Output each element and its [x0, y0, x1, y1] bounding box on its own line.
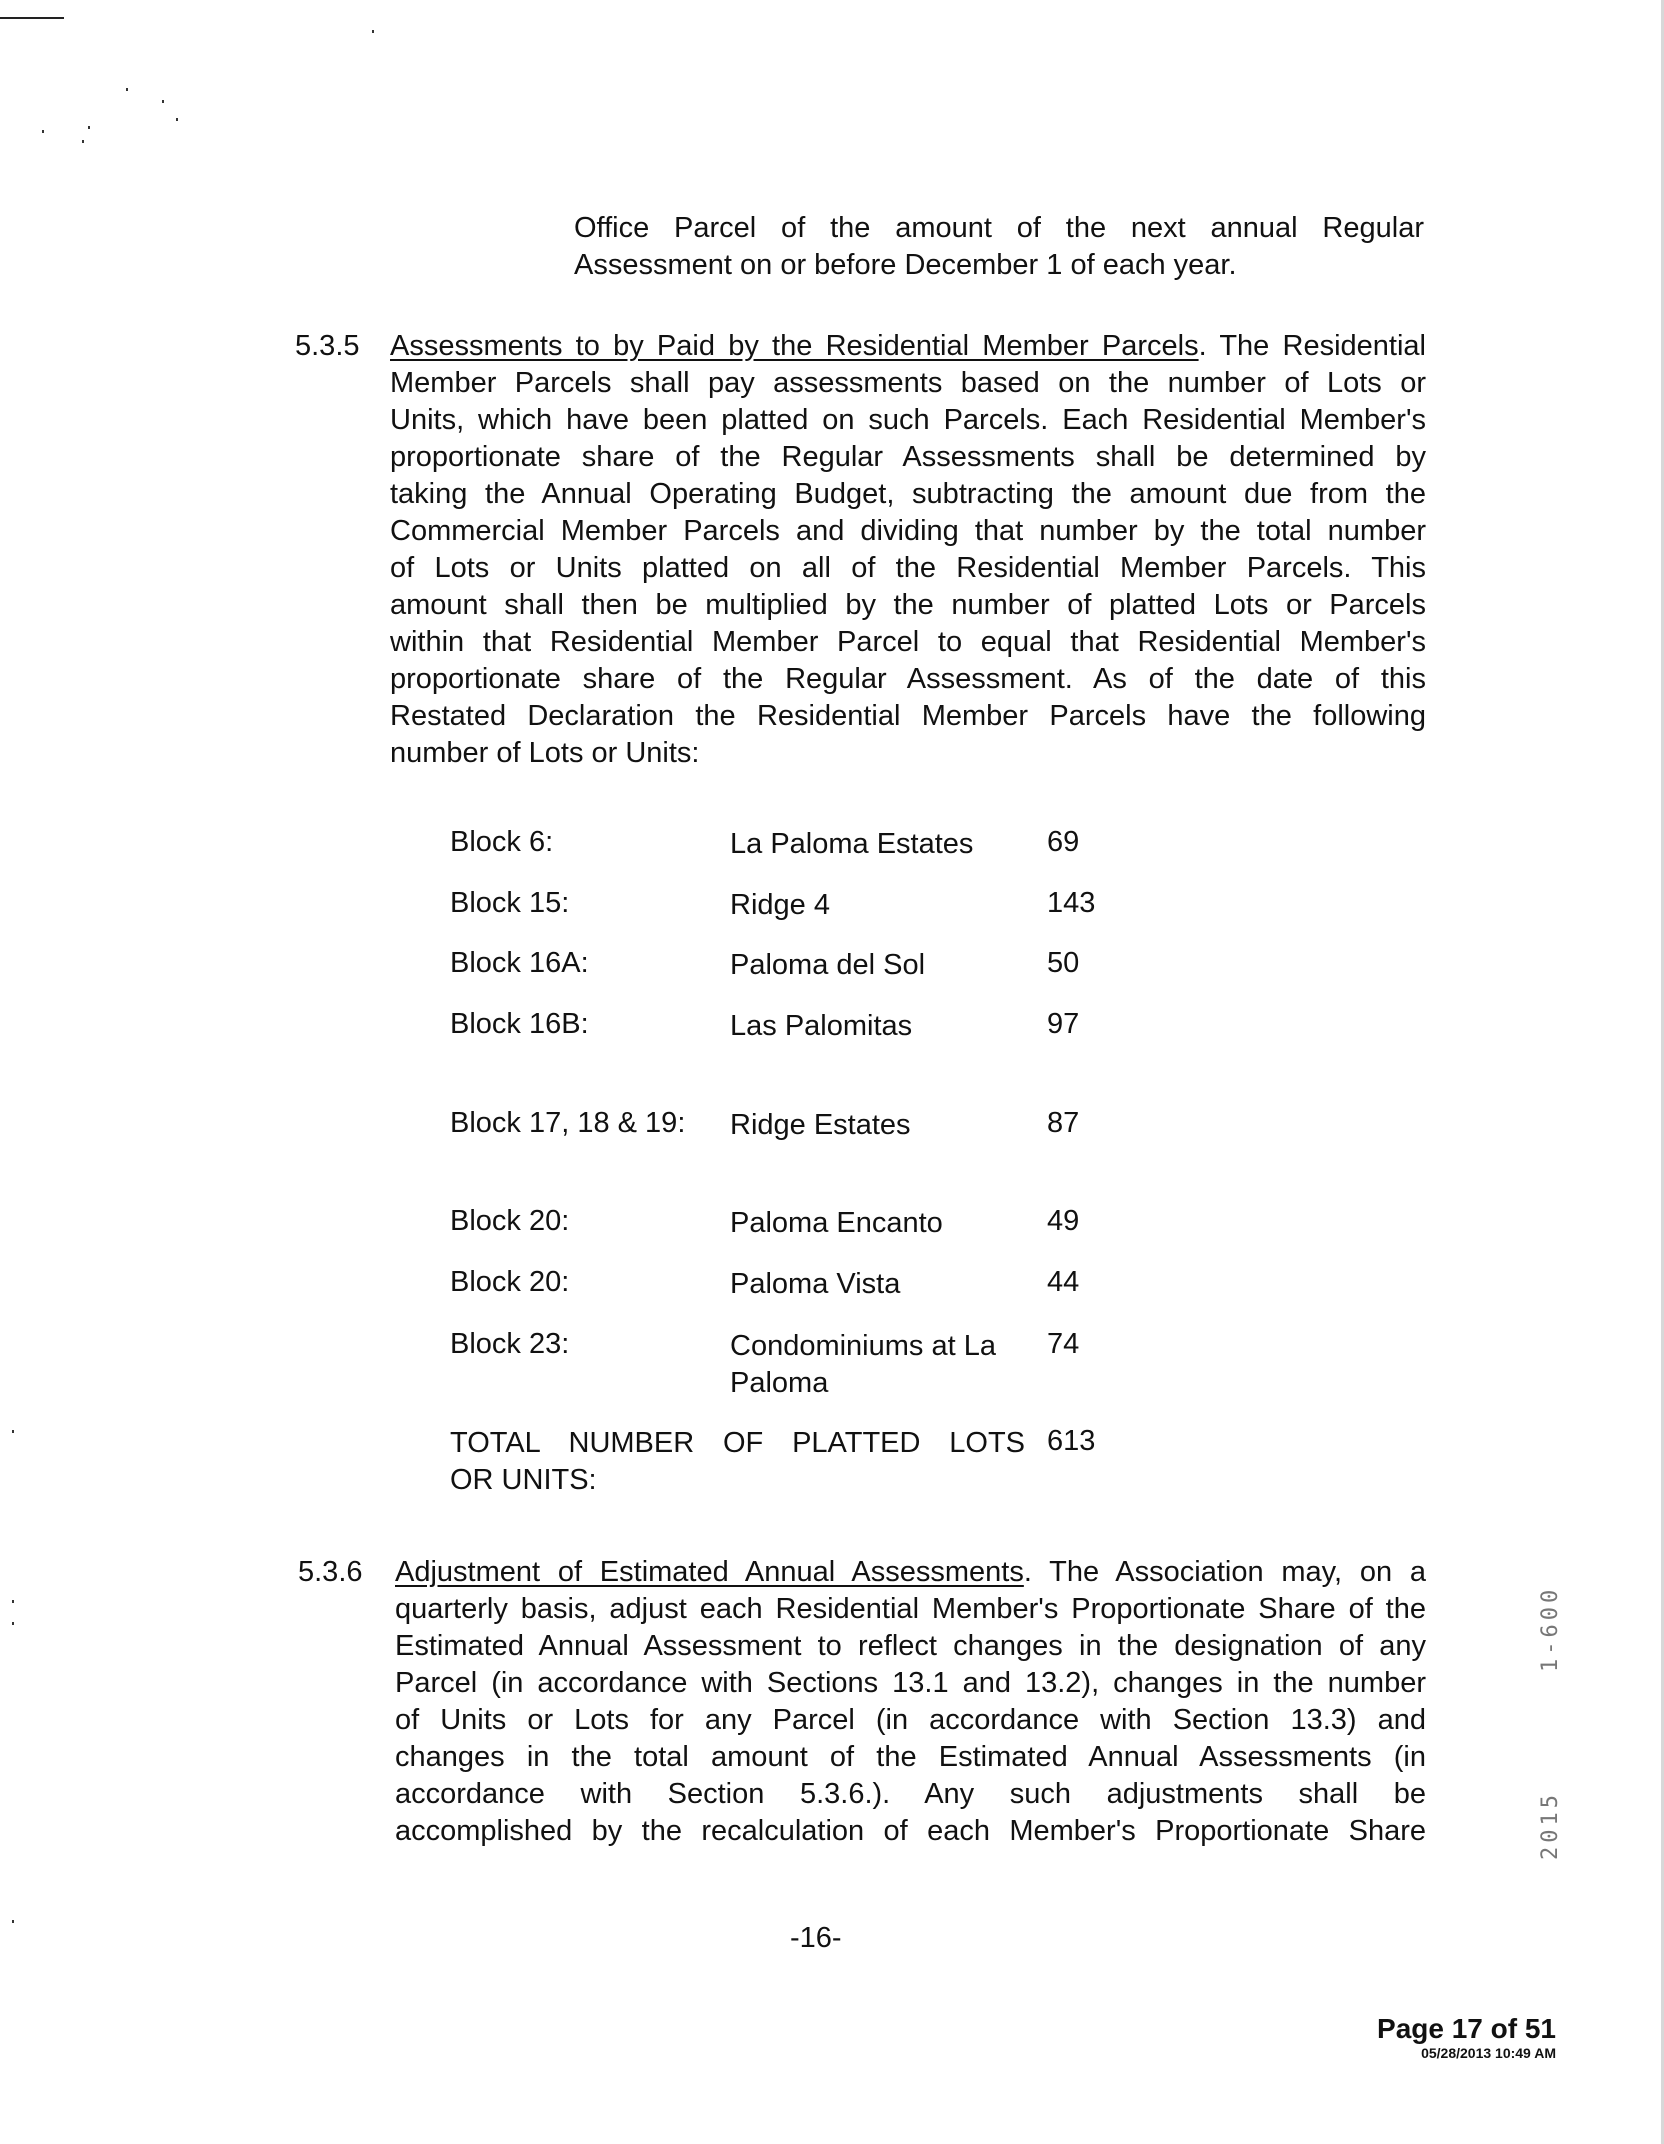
- scan-speck: [88, 126, 90, 129]
- total-value: 613: [1047, 1425, 1096, 1457]
- scan-speck: [372, 30, 374, 33]
- section-number: 5.3.6: [298, 1556, 363, 1588]
- text-line: quarterly basis, adjust each Residential Member's Proportionate Share of the: [395, 1593, 1426, 1625]
- text-line: accomplished by the recalculation of each Member's Proportionate Share: [395, 1815, 1426, 1847]
- table-row: [450, 1328, 1150, 1408]
- intro-paragraph: [574, 210, 1424, 284]
- page-stamp-label: Page 17 of 51: [1377, 2013, 1556, 2044]
- text-line: Estimated Annual Assessment to reflect changes in the designation of any: [395, 1630, 1426, 1662]
- block-cell: Block 16B:: [450, 1008, 589, 1040]
- table-row: [450, 1107, 1150, 1187]
- section-heading: Assessments to by Paid by the Residential Member Parcels: [390, 330, 1199, 362]
- text-line: Assessment on or before December 1 of each year.: [574, 249, 1237, 281]
- text-line: Restated Declaration the Residential Member Parcels have the following: [390, 700, 1426, 732]
- scan-speck: [12, 1430, 14, 1433]
- section-heading: Adjustment of Estimated Annual Assessments: [395, 1556, 1024, 1588]
- count-cell: 49: [1047, 1205, 1080, 1237]
- section-535-paragraph: [390, 328, 1426, 772]
- total-label: [450, 1425, 1025, 1499]
- text-fragment: . The Association may, on a: [1023, 1556, 1426, 1588]
- scan-speck: [82, 140, 84, 143]
- text-line: number of Lots or Units:: [390, 737, 700, 769]
- name-cell: Paloma del Sol: [730, 949, 926, 981]
- block-cell: Block 15:: [450, 887, 570, 919]
- count-cell: 97: [1047, 1008, 1080, 1040]
- count-cell: 44: [1047, 1266, 1080, 1298]
- text-line: of Lots or Units platted on all of the Residential Member Parcels. This: [390, 552, 1426, 584]
- count-cell: 50: [1047, 947, 1080, 979]
- text-line: [390, 328, 1426, 365]
- margin-stamp: 1-600: [1538, 1585, 1563, 1672]
- page-stamp: [1377, 2013, 1556, 2061]
- block-cell: Block 16A:: [450, 947, 589, 979]
- text-line: Member Parcels shall pay assessments based on the number of Lots or: [390, 367, 1426, 399]
- total-label-line: TOTAL NUMBER OF PLATTED LOTS: [450, 1427, 1025, 1459]
- count-cell: 69: [1047, 826, 1080, 858]
- block-cell: Block 6:: [450, 826, 554, 858]
- name-cell: Ridge Estates: [730, 1109, 911, 1141]
- text-line: of Units or Lots for any Parcel (in accordance with Section 13.3) and: [395, 1704, 1426, 1736]
- name-cell: Ridge 4: [730, 889, 830, 921]
- scan-speck: [12, 1600, 14, 1603]
- text-line: amount shall then be multiplied by the number of platted Lots or Parcels: [390, 589, 1426, 621]
- name-cell: Condominiums at La Paloma: [730, 1330, 996, 1399]
- text-line: [395, 1554, 1426, 1591]
- count-cell: 87: [1047, 1107, 1080, 1139]
- table-row: [450, 1008, 1150, 1088]
- scan-speck: [42, 130, 44, 133]
- text-line: Parcel (in accordance with Sections 13.1 and 13.2), changes in the number: [395, 1667, 1426, 1699]
- block-cell: Block 17, 18 & 19:: [450, 1107, 686, 1139]
- page-number: -16-: [790, 1922, 842, 1954]
- name-cell: La Paloma Estates: [730, 828, 974, 860]
- count-cell: 143: [1047, 887, 1096, 919]
- text-line: Commercial Member Parcels and dividing that number by the total number: [390, 515, 1426, 547]
- text-line: Units, which have been platted on such Parcels. Each Residential Member's: [390, 404, 1426, 436]
- scan-speck: [12, 1920, 14, 1923]
- scan-speck: [126, 88, 128, 91]
- text-line: changes in the total amount of the Estimated Annual Assessments (in: [395, 1741, 1426, 1773]
- text-line: within that Residential Member Parcel to equal that Residential Member's: [390, 626, 1426, 658]
- total-label-line: OR UNITS:: [450, 1464, 597, 1496]
- margin-stamp: 2015: [1538, 1791, 1563, 1860]
- scan-speck: [162, 100, 164, 103]
- scan-speck: [176, 118, 178, 121]
- name-cell: Paloma Encanto: [730, 1207, 943, 1239]
- name-cell: Paloma Vista: [730, 1268, 901, 1300]
- block-cell: Block 23:: [450, 1328, 570, 1360]
- text-line: taking the Annual Operating Budget, subtracting the amount due from the: [390, 478, 1426, 510]
- name-cell: Las Palomitas: [730, 1010, 913, 1042]
- scan-speck: [12, 1622, 14, 1625]
- top-rule: [0, 17, 64, 19]
- text-line: accordance with Section 5.3.6.). Any such adjustments shall be: [395, 1778, 1426, 1810]
- count-cell: 74: [1047, 1328, 1080, 1360]
- section-536-paragraph: [395, 1554, 1426, 1850]
- page-stamp-datetime: 05/28/2013 10:49 AM: [1421, 2045, 1556, 2061]
- text-line: Office Parcel of the amount of the next annual Regular: [574, 212, 1424, 244]
- text-line: proportionate share of the Regular Assessment. As of the date of this: [390, 663, 1426, 695]
- text-fragment: . The Residential: [1198, 330, 1427, 362]
- text-line: proportionate share of the Regular Assessments shall be determined by: [390, 441, 1426, 473]
- block-cell: Block 20:: [450, 1205, 570, 1237]
- block-cell: Block 20:: [450, 1266, 570, 1298]
- section-number: 5.3.5: [295, 330, 360, 362]
